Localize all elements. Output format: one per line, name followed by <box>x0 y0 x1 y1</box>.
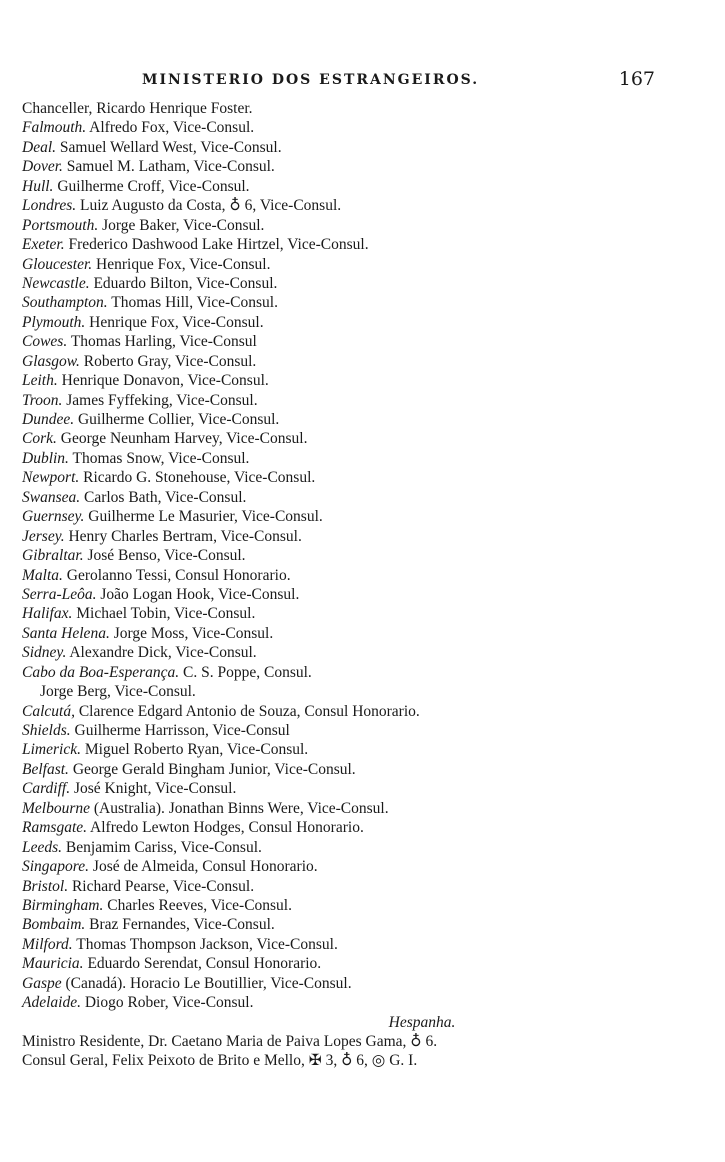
place-name: Sidney. <box>22 644 67 662</box>
entry-text: Henrique Donavon, Vice-Consul. <box>57 372 269 390</box>
list-item <box>22 352 712 371</box>
place-name: Gloucester. <box>22 255 93 273</box>
place-name: Adelaide. <box>22 994 81 1012</box>
list-item <box>22 1051 712 1070</box>
list-item <box>22 118 712 137</box>
list-item <box>22 857 712 876</box>
place-name: Cardiff. <box>22 780 71 798</box>
list-item <box>22 177 712 196</box>
entry-text: Samuel Wellard West, Vice-Consul. <box>56 138 282 156</box>
section-title: Hespanha. <box>388 1013 456 1031</box>
place-name: Halifax. <box>22 605 73 623</box>
list-item <box>22 449 712 468</box>
list-item <box>22 293 712 312</box>
entry-text: Henry Charles Bertram, Vice-Consul. <box>64 527 302 545</box>
list-item <box>22 624 712 643</box>
entry-text: Guilherme Le Masurier, Vice-Consul. <box>84 508 323 526</box>
place-name: Shields. <box>22 722 71 739</box>
entry-text: Henrique Fox, Vice-Consul. <box>92 255 271 273</box>
entry-text: Benjamim Cariss, Vice-Consul. <box>62 838 262 856</box>
list-item <box>22 507 712 526</box>
entry-text: C. S. Poppe, Consul. <box>179 663 312 681</box>
page-number: 167 <box>618 68 655 90</box>
entry-text: Thomas Hill, Vice-Consul. <box>107 294 278 312</box>
list-item <box>22 760 712 779</box>
entry-text: Guilherme Croff, Vice-Consul. <box>53 177 250 195</box>
entry-text: José Knight, Vice-Consul. <box>70 780 237 798</box>
place-name: Bombaim. <box>22 916 86 934</box>
place-name: Cowes. <box>22 333 68 351</box>
entry-text: Braz Fernandes, Vice-Consul. <box>85 916 275 934</box>
entry-text: Gerolanno Tessi, Consul Honorario. <box>62 566 291 584</box>
place-name: Exeter. <box>22 236 65 254</box>
list-item <box>22 974 712 993</box>
list-item <box>22 371 712 390</box>
entry-text: (Canadá). Horacio Le Boutillier, Vice-Consul. <box>61 974 352 992</box>
place-name: Melbourne <box>22 799 91 817</box>
place-name: Malta. <box>22 566 63 584</box>
entry-text: Eduardo Bilton, Vice-Consul. <box>89 274 278 292</box>
place-name: Troon. <box>22 391 63 409</box>
place-name: Limerick. <box>22 741 81 759</box>
entry-text: Guilherme Harrisson, Vice-Consul <box>70 722 290 739</box>
entry-text: Henrique Fox, Vice-Consul. <box>85 313 264 331</box>
place-name: Birmingham. <box>22 896 104 914</box>
place-name: Bristol. <box>22 877 69 895</box>
place-name: Leith. <box>22 372 58 390</box>
entry-text: Consul Geral, Felix Peixoto de Brito e Mello, ✠ 3, ♁ 6, ◎ G. I. <box>22 1052 418 1070</box>
list-item <box>22 1032 712 1051</box>
entry-text: João Logan Hook, Vice-Consul. <box>96 585 300 603</box>
place-name: Milford. <box>22 935 73 953</box>
entry-text: George Gerald Bingham Junior, Vice-Consul. <box>68 760 356 778</box>
list-item <box>22 468 712 487</box>
place-name: Jersey. <box>22 527 65 545</box>
entry-text: Chanceller, Ricardo Henrique Foster. <box>22 100 253 117</box>
page-header <box>0 68 725 96</box>
consul-list <box>22 99 712 1071</box>
entry-text: Diogo Rober, Vice-Consul. <box>80 994 254 1012</box>
list-item <box>22 993 712 1012</box>
list-item <box>22 954 712 973</box>
entry-text: Roberto Gray, Vice-Consul. <box>79 352 257 370</box>
list-item <box>22 410 712 429</box>
list-item <box>22 877 712 896</box>
place-name: Calcutá, <box>22 702 75 720</box>
place-name: Falmouth. <box>22 119 87 137</box>
list-item <box>22 935 712 954</box>
list-item <box>22 429 712 448</box>
list-item <box>22 643 712 662</box>
entry-text: Ministro Residente, Dr. Caetano Maria de Paiva Lopes Gama, ♁ 6. <box>22 1033 438 1050</box>
list-item <box>22 216 712 235</box>
place-name: Singapore. <box>22 858 90 876</box>
list-item <box>22 604 712 623</box>
entry-text: Eduardo Serendat, Consul Honorario. <box>83 955 322 973</box>
list-item <box>22 488 712 507</box>
entry-text: José Benso, Vice-Consul. <box>83 547 246 565</box>
place-name: Guernsey. <box>22 508 85 526</box>
entry-text: Richard Pearse, Vice-Consul. <box>68 877 255 895</box>
place-name: Swansea. <box>22 488 81 506</box>
list-item <box>22 313 712 332</box>
entry-text: Thomas Thompson Jackson, Vice-Consul. <box>72 935 338 953</box>
place-name: Newcastle. <box>22 274 90 292</box>
entry-text: Luiz Augusto da Costa, ♁ 6, Vice-Consul. <box>76 197 342 215</box>
entry-text: Jorge Berg, Vice-Consul. <box>40 683 196 701</box>
entry-text: José de Almeida, Consul Honorario. <box>89 858 318 876</box>
list-item <box>22 99 712 118</box>
list-item <box>22 566 712 585</box>
entry-text: George Neunham Harvey, Vice-Consul. <box>56 430 308 448</box>
place-name: Portsmouth. <box>22 216 99 234</box>
place-name: Ramsgate. <box>22 819 88 837</box>
list-item <box>22 585 712 604</box>
list-item <box>22 721 712 740</box>
list-item <box>22 702 712 721</box>
running-head: MINISTERIO DOS ESTRANGEIROS. <box>142 72 480 88</box>
entry-text: Samuel M. Latham, Vice-Consul. <box>62 158 275 176</box>
list-item <box>22 157 712 176</box>
entry-text: Thomas Harling, Vice-Consul <box>67 333 257 351</box>
entry-text: Alexandre Dick, Vice-Consul. <box>66 644 257 662</box>
place-name: Leeds. <box>22 838 63 856</box>
place-name: Hull. <box>22 177 54 195</box>
place-name: Mauricia. <box>22 955 84 973</box>
place-name: Santa Helena. <box>22 624 110 642</box>
entry-text: Michael Tobin, Vice-Consul. <box>72 605 256 623</box>
place-name: Deal. <box>22 138 57 156</box>
list-item <box>22 896 712 915</box>
place-name: Cork. <box>22 430 57 448</box>
entry-text: Charles Reeves, Vice-Consul. <box>103 896 292 914</box>
list-item <box>22 799 712 818</box>
place-name: Glasgow. <box>22 352 80 370</box>
place-name: Dublin. <box>22 449 69 467</box>
place-name: Plymouth. <box>22 313 86 331</box>
entry-text: (Australia). Jonathan Binns Were, Vice-Consul. <box>90 799 389 817</box>
list-item <box>22 138 712 157</box>
entry-text: Miguel Roberto Ryan, Vice-Consul. <box>80 741 309 759</box>
place-name: Gaspe <box>22 974 62 992</box>
list-item <box>22 546 712 565</box>
place-name: Belfast. <box>22 760 69 778</box>
entry-text: James Fyffeking, Vice-Consul. <box>62 391 258 409</box>
place-name: Dundee. <box>22 411 75 428</box>
list-item <box>22 274 712 293</box>
entry-text: Guilherme Collier, Vice-Consul. <box>74 411 280 428</box>
entry-text: Jorge Baker, Vice-Consul. <box>98 216 265 234</box>
list-item <box>22 779 712 798</box>
list-item <box>22 682 712 701</box>
list-item <box>22 663 712 682</box>
list-item <box>22 915 712 934</box>
list-item <box>22 235 712 254</box>
list-item <box>22 527 712 546</box>
place-name: Dover. <box>22 158 63 176</box>
entry-text: Ricardo G. Stonehouse, Vice-Consul. <box>79 469 316 487</box>
list-item <box>22 838 712 857</box>
entry-text: Frederico Dashwood Lake Hirtzel, Vice-Consul. <box>64 236 369 254</box>
place-name: Gibraltar. <box>22 547 84 565</box>
list-item <box>22 332 712 351</box>
place-name: Southampton. <box>22 294 108 312</box>
place-name: Cabo da Boa-Esperança. <box>22 663 180 681</box>
list-item <box>22 255 712 274</box>
entry-text: Carlos Bath, Vice-Consul. <box>80 488 247 506</box>
place-name: Serra-Leôa. <box>22 585 97 603</box>
list-item <box>22 391 712 410</box>
entry-text: Clarence Edgard Antonio de Souza, Consul Honorario. <box>74 702 420 720</box>
entry-text: Jorge Moss, Vice-Consul. <box>109 624 274 642</box>
place-name: Newport. <box>22 469 80 487</box>
place-name: Londres. <box>22 197 77 215</box>
list-item <box>22 818 712 837</box>
entry-text: Thomas Snow, Vice-Consul. <box>68 449 250 467</box>
entry-text: Alfredo Fox, Vice-Consul. <box>86 119 255 137</box>
list-item <box>22 740 712 759</box>
entry-text: Alfredo Lewton Hodges, Consul Honorario. <box>87 819 364 837</box>
list-item <box>22 196 712 215</box>
